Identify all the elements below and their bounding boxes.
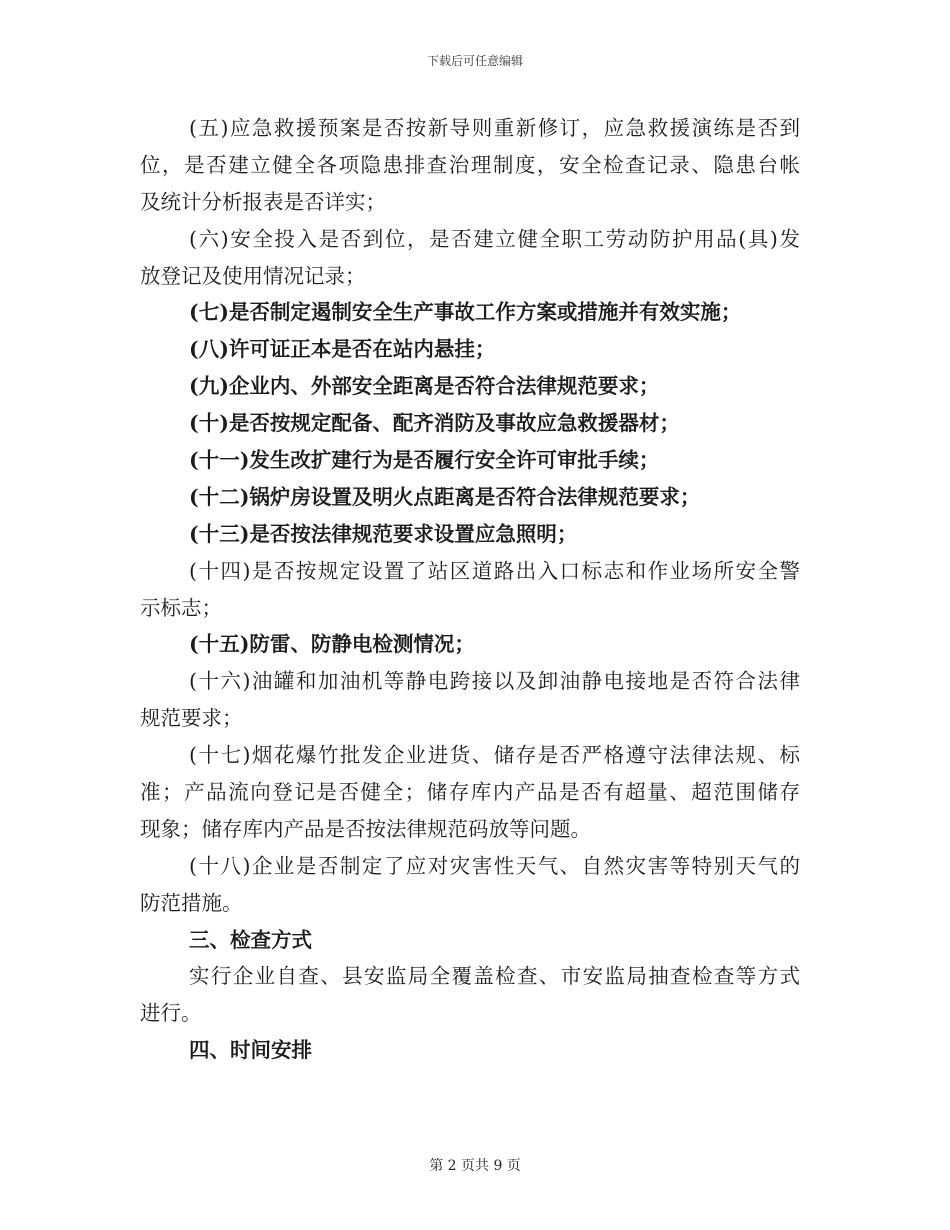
paragraph-line: (十五)防雷、防静电检测情况； bbox=[189, 632, 475, 657]
paragraph bbox=[140, 553, 800, 627]
paragraph-line: 规范要求； bbox=[140, 706, 243, 731]
page-header: 下载后可任意编辑 bbox=[426, 54, 523, 68]
paragraph-line: (八)许可证正本是否在站内悬挂； bbox=[189, 337, 496, 362]
paragraph bbox=[140, 626, 800, 663]
document-body bbox=[140, 110, 800, 1069]
paragraph bbox=[140, 331, 800, 368]
paragraph bbox=[140, 1032, 800, 1069]
paragraph bbox=[140, 368, 800, 405]
paragraph-line: 位，是否建立健全各项隐患排查治理制度，安全检查记录、隐患台帐 bbox=[140, 152, 800, 177]
paragraph-line: (十三)是否按法律规范要求设置应急照明； bbox=[189, 521, 578, 546]
paragraph bbox=[140, 737, 800, 848]
paragraph-line: (十八)企业是否制定了应对灾害性天气、自然灾害等特别天气的 bbox=[189, 853, 800, 878]
paragraph bbox=[140, 922, 800, 959]
paragraph-line: 示标志； bbox=[140, 595, 222, 620]
paragraph-line: (十七)烟花爆竹批发企业进货、储存是否严格遵守法律法规、标 bbox=[189, 743, 800, 768]
paragraph bbox=[140, 405, 800, 442]
paragraph-line: 进行。 bbox=[140, 1001, 202, 1026]
paragraph-line: 四、时间安排 bbox=[189, 1038, 312, 1063]
paragraph bbox=[140, 516, 800, 553]
paragraph-line: 及统计分析报表是否详实； bbox=[140, 189, 386, 214]
paragraph-line: (十)是否按规定配备、配齐消防及事故应急救援器材； bbox=[189, 411, 680, 436]
paragraph-line: (六)安全投入是否到位，是否建立健全职工劳动防护用品(具)发 bbox=[189, 226, 800, 251]
paragraph bbox=[140, 479, 800, 516]
paragraph-line: (五)应急救援预案是否按新导则重新修订，应急救援演练是否到 bbox=[189, 116, 800, 140]
paragraph bbox=[140, 958, 800, 1032]
paragraph-line: (十二)锅炉房设置及明火点距离是否符合法律规范要求； bbox=[189, 484, 701, 509]
paragraph bbox=[140, 848, 800, 922]
paragraph-line: 防范措施。 bbox=[140, 890, 243, 915]
paragraph-line: 放登记及使用情况记录； bbox=[140, 263, 366, 288]
page-footer: 第 2 页共 9 页 bbox=[429, 1158, 521, 1174]
paragraph bbox=[140, 221, 800, 295]
paragraph-line: 三、检查方式 bbox=[189, 927, 312, 952]
paragraph bbox=[140, 294, 800, 331]
paragraph-line: 现象；储存库内产品是否按法律规范码放等问题。 bbox=[140, 816, 591, 841]
paragraph-line: (十一)发生改扩建行为是否履行安全许可审批手续； bbox=[189, 448, 660, 473]
paragraph bbox=[140, 663, 800, 737]
paragraph-line: (七)是否制定遏制安全生产事故工作方案或措施并有效实施； bbox=[189, 300, 742, 325]
paragraph-line: 实行企业自查、县安监局全覆盖检查、市安监局抽查检查等方式 bbox=[189, 964, 800, 989]
paragraph-line: 准；产品流向登记是否健全；储存库内产品是否有超量、超范围储存 bbox=[140, 780, 800, 805]
paragraph-line: (十四)是否按规定设置了站区道路出入口标志和作业场所安全警 bbox=[189, 558, 800, 583]
paragraph bbox=[140, 110, 800, 221]
paragraph-line: (九)企业内、外部安全距离是否符合法律规范要求； bbox=[189, 374, 660, 399]
paragraph-line: (十六)油罐和加油机等静电跨接以及卸油静电接地是否符合法律 bbox=[189, 669, 800, 694]
paragraph bbox=[140, 442, 800, 479]
